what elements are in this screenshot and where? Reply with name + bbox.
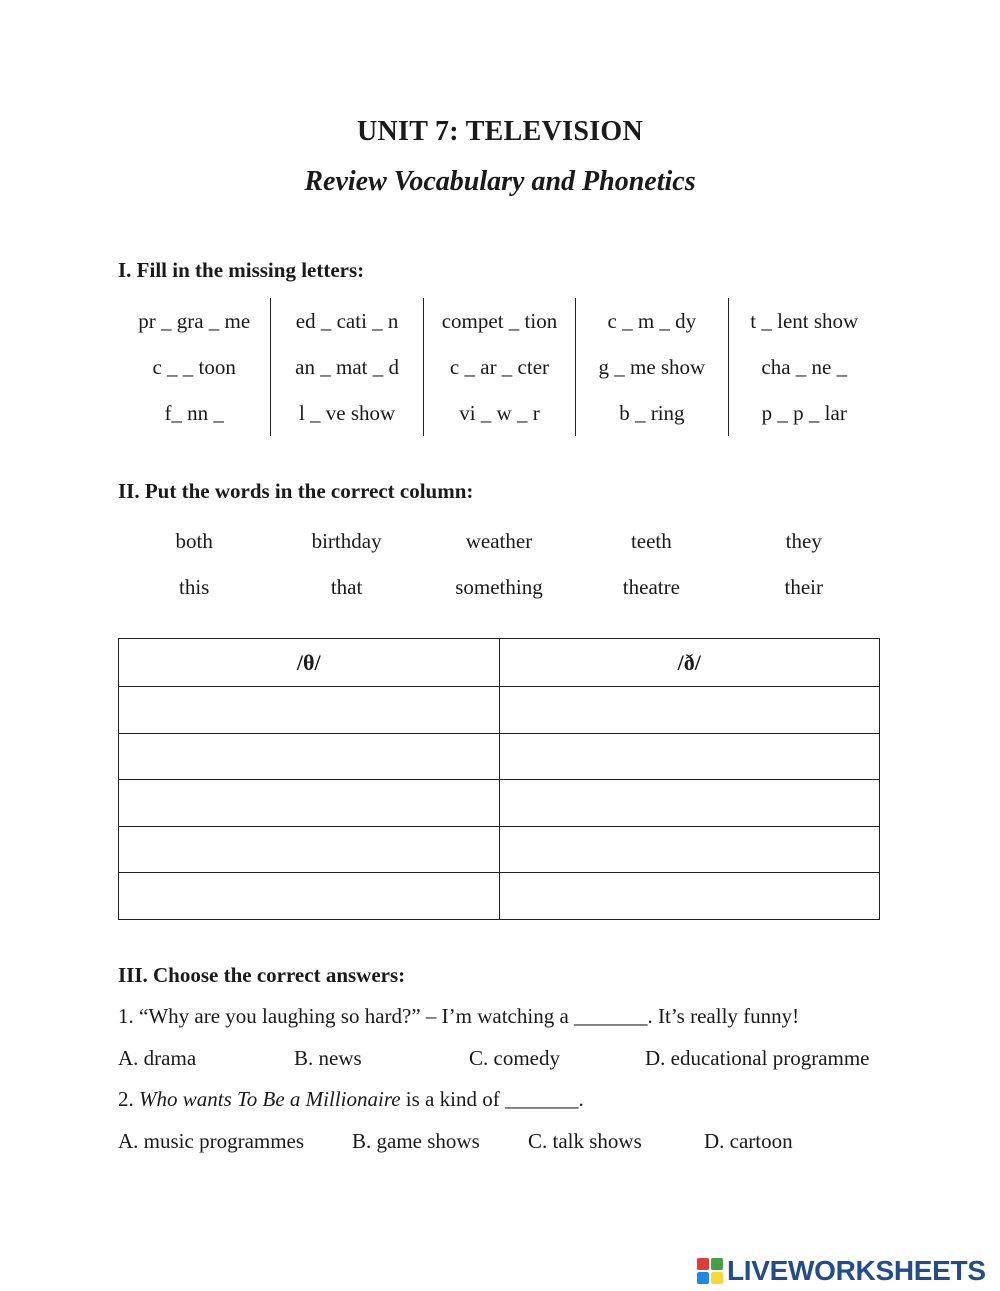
word-bank-item[interactable]: their [784,575,823,599]
q2-option-c[interactable]: C. talk shows [528,1129,642,1153]
fill-word[interactable]: vi _ w _ r [459,401,540,425]
fill-word[interactable]: l _ ve show [298,401,396,425]
fill-column [118,298,270,436]
q2-option-b[interactable]: B. game shows [352,1129,480,1153]
word-bank-item[interactable]: weather [465,529,533,553]
word-bank-row [118,575,880,600]
eth-drop-cell[interactable] [499,733,880,780]
word-bank-item[interactable]: that [330,575,363,599]
q1-option-c[interactable]: C. comedy [469,1046,560,1070]
fill-letters-grid [118,298,880,436]
sort-table [118,638,880,920]
eth-drop-cell[interactable] [499,826,880,873]
fill-word[interactable]: cha _ ne _ [761,355,848,379]
eth-drop-cell[interactable] [499,780,880,827]
fill-word[interactable]: compet _ tion [441,309,558,333]
logo-blocks-icon [697,1258,723,1284]
theta-drop-cell[interactable] [119,780,500,827]
logo-block [697,1258,709,1270]
question-2 [118,1087,584,1112]
word-bank-row [118,529,880,554]
fill-word[interactable]: t _ lent show [750,309,859,333]
word-bank-item[interactable]: teeth [630,529,672,553]
eth-drop-cell[interactable] [499,687,880,734]
question-2-rest: is a kind of _______. [400,1087,584,1111]
fill-word[interactable]: c _ _ toon [152,355,236,379]
eth-column-header: /ð/ [499,639,880,687]
fill-word[interactable]: an _ mat _ d [295,355,399,379]
theta-drop-cell[interactable] [119,873,500,920]
liveworksheets-logo [697,1256,986,1286]
fill-word[interactable]: pr _ gra _ me [138,309,251,333]
fill-column [423,298,575,436]
question-1: 1. “Why are you laughing so hard?” – I’m watching a _______. It’s really funny! [118,1004,800,1028]
page-subtitle: Review Vocabulary and Phonetics [304,166,696,197]
page-title: UNIT 7: TELEVISION [356,116,643,147]
fill-column [575,298,727,436]
word-bank-item[interactable]: theatre [622,575,680,599]
fill-word[interactable]: c _ ar _ cter [449,355,550,379]
word-bank-item[interactable]: both [175,529,213,553]
section2-heading: II. Put the words in the correct column: [118,479,474,503]
question-2-show-title: Who wants To Be a Millionaire [139,1087,401,1111]
theta-drop-cell[interactable] [119,687,500,734]
question-2-number: 2. [118,1087,139,1111]
q1-option-b[interactable]: B. news [294,1046,362,1070]
fill-column [270,298,422,436]
section1-heading: I. Fill in the missing letters: [118,258,365,282]
theta-drop-cell[interactable] [119,733,500,780]
fill-word[interactable]: p _ p _ lar [761,401,847,425]
q1-option-a[interactable]: A. drama [118,1046,197,1070]
q1-option-d[interactable]: D. educational programme [645,1046,870,1070]
fill-word[interactable]: b _ ring [619,401,685,425]
eth-drop-cell[interactable] [499,873,880,920]
theta-column-header: /θ/ [119,639,500,687]
word-bank-item[interactable]: this [179,575,210,599]
word-bank-item[interactable]: birthday [311,529,382,553]
word-bank-item[interactable]: they [785,529,822,553]
section3-heading: III. Choose the correct answers: [118,963,406,987]
fill-column [728,298,880,436]
fill-word[interactable]: c _ m _ dy [607,309,697,333]
logo-block [697,1272,709,1284]
logo-block [711,1272,723,1284]
fill-word[interactable]: f_ nn _ [164,401,224,425]
q2-option-d[interactable]: D. cartoon [704,1129,793,1153]
fill-word[interactable]: ed _ cati _ n [295,309,399,333]
fill-word[interactable]: g _ me show [598,355,706,379]
word-bank-item[interactable]: something [455,575,543,599]
logo-text: LIVEWORKSHEETS [727,1255,986,1286]
logo-block [711,1258,723,1270]
q2-option-a[interactable]: A. music programmes [118,1129,305,1153]
theta-drop-cell[interactable] [119,826,500,873]
